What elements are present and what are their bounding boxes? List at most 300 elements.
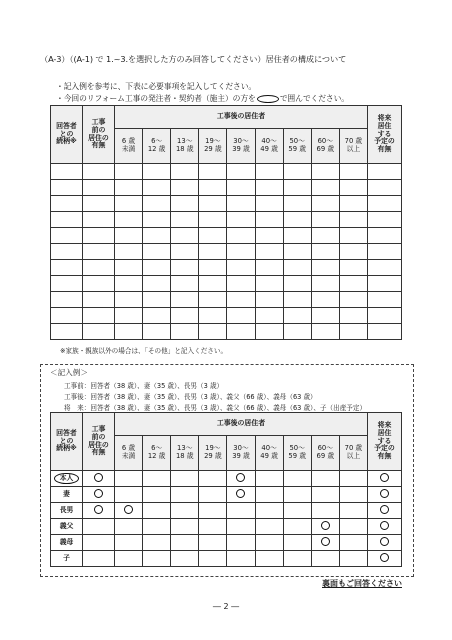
input-cell[interactable] (368, 324, 402, 340)
input-cell[interactable] (51, 180, 83, 196)
input-cell[interactable] (171, 228, 199, 244)
relation-cell: 妻 (51, 487, 83, 503)
age-cell (311, 519, 339, 535)
header-line: との (59, 129, 74, 138)
header-line: 工事 (91, 117, 106, 126)
input-cell[interactable] (171, 196, 199, 212)
input-cell[interactable] (115, 308, 143, 324)
input-cell[interactable] (368, 244, 402, 260)
age-cell (143, 487, 171, 503)
input-cell[interactable] (255, 260, 283, 276)
header-line: 12 歳 (147, 452, 166, 460)
header-line: 59 歳 (288, 145, 307, 153)
age-cell (199, 503, 227, 519)
input-cell[interactable] (368, 196, 402, 212)
input-cell[interactable] (227, 324, 255, 340)
table-row (51, 180, 402, 196)
input-cell[interactable] (311, 228, 339, 244)
main-age-header (339, 129, 367, 164)
input-cell[interactable] (199, 260, 227, 276)
age-cell (339, 535, 367, 551)
table-row (51, 276, 402, 292)
input-cell[interactable] (115, 228, 143, 244)
input-cell[interactable] (171, 292, 199, 308)
input-cell[interactable] (199, 324, 227, 340)
table-row (51, 196, 402, 212)
age-cell (283, 471, 311, 487)
table-row (51, 292, 402, 308)
example-age-header (171, 436, 199, 471)
input-cell[interactable] (83, 308, 115, 324)
input-cell[interactable] (199, 164, 227, 180)
input-cell[interactable] (311, 324, 339, 340)
before-cell (83, 487, 115, 503)
input-cell[interactable] (339, 196, 367, 212)
age-cell (143, 535, 171, 551)
header-line: 有無 (377, 452, 392, 461)
input-cell[interactable] (227, 276, 255, 292)
main-age-header (283, 129, 311, 164)
input-cell[interactable] (339, 244, 367, 260)
table-row (51, 519, 402, 535)
main-age-header (255, 129, 283, 164)
header-line: 有無 (91, 448, 106, 457)
input-cell[interactable] (83, 164, 115, 180)
header-line: 予定の (374, 444, 395, 453)
input-cell[interactable] (283, 228, 311, 244)
age-cell (115, 551, 143, 567)
input-cell[interactable] (311, 212, 339, 228)
age-cell (339, 503, 367, 519)
table-row (51, 308, 402, 324)
header-line: 70 歳 (344, 444, 363, 453)
age-cell (311, 503, 339, 519)
example-before-header (83, 413, 115, 471)
input-cell[interactable] (143, 260, 171, 276)
input-cell[interactable] (311, 292, 339, 308)
before-cell (83, 551, 115, 567)
age-cell (115, 503, 143, 519)
input-cell[interactable] (227, 164, 255, 180)
age-cell (199, 535, 227, 551)
before-cell (83, 471, 115, 487)
back-page-note: 裏面もご回答ください (322, 579, 402, 588)
age-cell (143, 551, 171, 567)
input-cell[interactable] (368, 308, 402, 324)
future-cell (368, 503, 402, 519)
input-cell[interactable] (227, 180, 255, 196)
age-cell (311, 487, 339, 503)
header-line: 6 歳 (121, 137, 136, 146)
example-age-header (227, 436, 255, 471)
input-cell[interactable] (339, 292, 367, 308)
future-cell (368, 551, 402, 567)
input-cell[interactable] (199, 244, 227, 260)
input-cell[interactable] (368, 212, 402, 228)
circle-mark-icon (94, 473, 103, 482)
header-line: 12 歳 (147, 145, 166, 153)
input-cell[interactable] (143, 324, 171, 340)
input-cell[interactable] (283, 180, 311, 196)
input-cell[interactable] (255, 164, 283, 180)
input-cell[interactable] (227, 308, 255, 324)
main-before-header (83, 106, 115, 164)
age-cell (227, 551, 255, 567)
age-cell (199, 519, 227, 535)
input-cell[interactable] (311, 260, 339, 276)
input-cell[interactable] (199, 196, 227, 212)
age-cell (311, 551, 339, 567)
header-line: 39 歳 (232, 145, 250, 153)
instruction-2 (56, 93, 349, 104)
circle-mark-icon (124, 505, 133, 514)
circle-mark-icon (94, 489, 103, 498)
input-cell[interactable] (115, 276, 143, 292)
input-cell[interactable] (311, 180, 339, 196)
table-row (51, 260, 402, 276)
age-cell (255, 503, 283, 519)
header-line: 40～ (261, 137, 277, 146)
age-cell (199, 471, 227, 487)
input-cell[interactable] (255, 196, 283, 212)
header-line: 居住の (88, 133, 109, 142)
before-cell (83, 519, 115, 535)
age-cell (171, 535, 199, 551)
age-cell (339, 471, 367, 487)
relation-cell: 義母 (51, 535, 83, 551)
table-row (51, 535, 402, 551)
input-cell[interactable] (283, 308, 311, 324)
table-row (51, 324, 402, 340)
table-row (51, 228, 402, 244)
input-cell[interactable] (115, 244, 143, 260)
header-line: 49 歳 (260, 452, 278, 460)
age-cell (227, 503, 255, 519)
header-line: 29 歳 (204, 145, 222, 153)
age-cell (339, 519, 367, 535)
input-cell[interactable] (143, 196, 171, 212)
input-cell[interactable] (83, 196, 115, 212)
age-cell (255, 519, 283, 535)
input-cell[interactable] (283, 244, 311, 260)
header-line: 19～ (205, 444, 221, 453)
input-cell[interactable] (83, 180, 115, 196)
age-cell (171, 503, 199, 519)
input-cell[interactable] (51, 276, 83, 292)
input-cell[interactable] (311, 276, 339, 292)
example-relation-header (51, 413, 83, 471)
example-line-before: 工事前：回答者（38 歳）、妻（35 歳）、長男（3 歳） (64, 382, 224, 390)
example-age-header (199, 436, 227, 471)
header-line: 前の (91, 125, 106, 134)
example-line-future: 将 来：回答者（38 歳）、妻（35 歳）、長男（3 歳）、義父（66 歳）、義母（63 歳）、子（出産予定） (64, 404, 367, 412)
input-cell[interactable] (283, 260, 311, 276)
header-line: 18 歳 (175, 145, 194, 153)
header-line: 予定の (374, 137, 395, 146)
input-cell[interactable] (339, 324, 367, 340)
header-line: 59 歳 (288, 452, 307, 460)
input-cell[interactable] (115, 212, 143, 228)
input-cell[interactable] (227, 212, 255, 228)
input-cell[interactable] (83, 260, 115, 276)
header-line: 29 歳 (204, 452, 222, 460)
main-age-header (143, 129, 171, 164)
input-cell[interactable] (199, 228, 227, 244)
input-cell[interactable] (83, 292, 115, 308)
header-line: 居住 (377, 428, 392, 437)
input-cell[interactable] (227, 196, 255, 212)
age-cell (171, 551, 199, 567)
input-cell[interactable] (115, 292, 143, 308)
example-age-header (339, 436, 367, 471)
input-cell[interactable] (115, 324, 143, 340)
main-age-header (227, 129, 255, 164)
input-cell[interactable] (227, 228, 255, 244)
future-cell (368, 471, 402, 487)
circle-mark-icon (236, 473, 245, 482)
input-cell[interactable] (255, 276, 283, 292)
input-cell[interactable] (339, 164, 367, 180)
input-cell[interactable] (227, 292, 255, 308)
input-cell[interactable] (171, 276, 199, 292)
input-cell[interactable] (368, 260, 402, 276)
table-row (51, 471, 402, 487)
circle-mark-icon (380, 489, 389, 498)
input-cell[interactable] (115, 260, 143, 276)
instruction-1: ・記入例を参考に、下表に必要事項を記入してください。 (56, 82, 257, 91)
input-cell[interactable] (283, 276, 311, 292)
input-cell[interactable] (51, 228, 83, 244)
input-cell[interactable] (255, 228, 283, 244)
input-cell[interactable] (368, 292, 402, 308)
age-cell (227, 535, 255, 551)
input-cell[interactable] (339, 212, 367, 228)
header-line: 49 歳 (260, 145, 278, 153)
input-cell[interactable] (51, 164, 83, 180)
input-cell[interactable] (171, 180, 199, 196)
input-cell[interactable] (115, 196, 143, 212)
header-line: する (377, 129, 392, 138)
input-cell[interactable] (339, 308, 367, 324)
main-after-header: 工事後の居住者 (115, 106, 368, 129)
table-row (51, 212, 402, 228)
header-line: 続柄※ (56, 137, 77, 146)
input-cell[interactable] (143, 308, 171, 324)
input-cell[interactable] (51, 292, 83, 308)
header-line: 13～ (177, 137, 193, 146)
header-line: 6 歳 (121, 444, 136, 453)
input-cell[interactable] (143, 228, 171, 244)
input-cell[interactable] (143, 244, 171, 260)
header-line: 有無 (377, 145, 392, 154)
age-cell (227, 487, 255, 503)
header-line: 前の (91, 432, 106, 441)
header-line: 6～ (151, 444, 163, 453)
circle-mark-icon (380, 473, 389, 482)
example-line-after: 工事後：回答者（38 歳）、妻（35 歳）、長男（3 歳）、義父（66 歳）、義母（63 歳） (64, 393, 317, 401)
input-cell[interactable] (143, 180, 171, 196)
header-line: 回答者 (56, 121, 77, 130)
age-cell (199, 551, 227, 567)
header-line: 以上 (346, 452, 361, 460)
age-cell (255, 487, 283, 503)
header-line: 69 歳 (316, 145, 335, 153)
main-relation-header (51, 106, 83, 164)
input-cell[interactable] (311, 164, 339, 180)
input-cell[interactable] (115, 164, 143, 180)
input-cell[interactable] (311, 196, 339, 212)
input-cell[interactable] (143, 212, 171, 228)
input-cell[interactable] (143, 276, 171, 292)
age-cell (115, 519, 143, 535)
header-line: 19～ (205, 137, 221, 146)
input-cell[interactable] (368, 164, 402, 180)
input-cell[interactable] (255, 180, 283, 196)
header-line: 工事 (91, 424, 106, 433)
example-table (50, 412, 402, 567)
input-cell[interactable] (199, 212, 227, 228)
input-cell[interactable] (51, 196, 83, 212)
resident-table (50, 105, 402, 340)
input-cell[interactable] (51, 308, 83, 324)
example-future-header (368, 413, 402, 471)
input-cell[interactable] (143, 164, 171, 180)
input-cell[interactable] (171, 308, 199, 324)
input-cell[interactable] (83, 276, 115, 292)
circle-mark-icon (380, 521, 389, 530)
header-line: 有無 (91, 141, 106, 150)
input-cell[interactable] (199, 276, 227, 292)
input-cell[interactable] (171, 324, 199, 340)
age-cell (339, 487, 367, 503)
main-age-header (199, 129, 227, 164)
header-line: する (377, 436, 392, 445)
input-cell[interactable] (368, 228, 402, 244)
example-age-header (115, 436, 143, 471)
input-cell[interactable] (368, 180, 402, 196)
input-cell[interactable] (143, 292, 171, 308)
future-cell (368, 487, 402, 503)
header-line: 回答者 (56, 428, 77, 437)
input-cell[interactable] (283, 324, 311, 340)
input-cell[interactable] (227, 244, 255, 260)
input-cell[interactable] (255, 324, 283, 340)
input-cell[interactable] (199, 292, 227, 308)
header-line: 50～ (289, 137, 305, 146)
header-line: 69 歳 (316, 452, 335, 460)
input-cell[interactable] (311, 308, 339, 324)
age-cell (255, 551, 283, 567)
header-line: 6～ (151, 137, 163, 146)
input-cell[interactable] (283, 212, 311, 228)
header-line: 30～ (233, 137, 249, 146)
relation-cell (51, 471, 83, 487)
header-line: 将来 (377, 420, 392, 429)
input-cell[interactable] (171, 260, 199, 276)
header-line: 未満 (121, 452, 136, 460)
input-cell[interactable] (199, 180, 227, 196)
age-cell (171, 487, 199, 503)
input-cell[interactable] (51, 212, 83, 228)
input-cell[interactable] (115, 180, 143, 196)
table-row (51, 503, 402, 519)
age-cell (311, 471, 339, 487)
circle-mark-icon (380, 553, 389, 562)
input-cell[interactable] (255, 244, 283, 260)
header-line: 13～ (177, 444, 193, 453)
relation-cell: 子 (51, 551, 83, 567)
header-line: 60～ (317, 444, 334, 453)
relation-cell: 長男 (51, 503, 83, 519)
oval-mark-icon (257, 95, 279, 103)
header-line: との (59, 436, 74, 445)
header-line: 50～ (289, 444, 305, 453)
input-cell[interactable] (283, 164, 311, 180)
input-cell[interactable] (51, 324, 83, 340)
instruction-2-before: ・今回のリフォーム工事の発注者・契約者（施主）の方を (56, 94, 256, 103)
input-cell[interactable] (339, 276, 367, 292)
input-cell[interactable] (283, 196, 311, 212)
input-cell[interactable] (83, 244, 115, 260)
future-cell (368, 535, 402, 551)
header-line: 18 歳 (175, 452, 194, 460)
input-cell[interactable] (339, 228, 367, 244)
input-cell[interactable] (171, 212, 199, 228)
main-age-header (311, 129, 339, 164)
input-cell[interactable] (368, 276, 402, 292)
input-cell[interactable] (339, 260, 367, 276)
age-cell (199, 487, 227, 503)
header-line: 将来 (377, 113, 392, 122)
example-age-header (283, 436, 311, 471)
age-cell (115, 487, 143, 503)
age-cell (143, 471, 171, 487)
example-age-header (143, 436, 171, 471)
main-age-header (115, 129, 143, 164)
age-cell (171, 519, 199, 535)
table-row (51, 551, 402, 567)
input-cell[interactable] (51, 244, 83, 260)
age-cell (227, 519, 255, 535)
input-cell[interactable] (227, 260, 255, 276)
input-cell[interactable] (83, 324, 115, 340)
age-cell (227, 471, 255, 487)
input-cell[interactable] (283, 292, 311, 308)
header-line: 40～ (261, 444, 277, 453)
input-cell[interactable] (51, 260, 83, 276)
input-cell[interactable] (255, 292, 283, 308)
input-cell[interactable] (83, 212, 115, 228)
example-after-header: 工事後の居住者 (115, 413, 368, 436)
input-cell[interactable] (199, 308, 227, 324)
input-cell[interactable] (171, 244, 199, 260)
input-cell[interactable] (255, 212, 283, 228)
age-cell (115, 471, 143, 487)
table-row (51, 164, 402, 180)
input-cell[interactable] (339, 180, 367, 196)
input-cell[interactable] (311, 244, 339, 260)
circle-mark-icon (380, 537, 389, 546)
circle-mark-icon (321, 537, 330, 546)
input-cell[interactable] (171, 164, 199, 180)
header-line: 30～ (233, 444, 249, 453)
age-cell (339, 551, 367, 567)
age-cell (143, 503, 171, 519)
header-line: 39 歳 (232, 452, 250, 460)
input-cell[interactable] (255, 308, 283, 324)
input-cell[interactable] (83, 228, 115, 244)
circle-mark-icon (321, 521, 330, 530)
